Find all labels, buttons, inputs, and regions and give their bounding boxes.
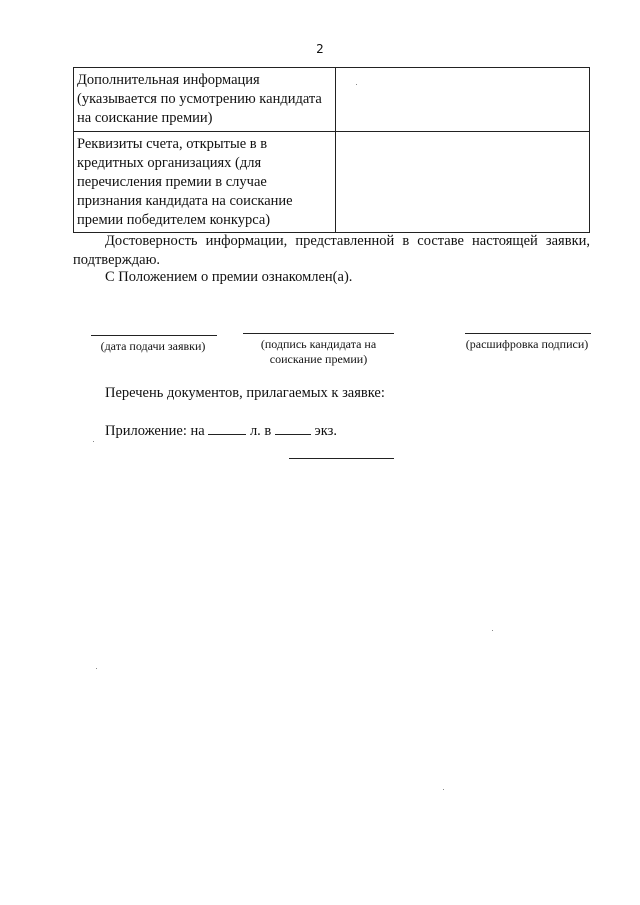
- bank-details-label: [74, 132, 336, 233]
- appendix-suffix: экз.: [314, 423, 337, 439]
- appendix-middle: л. в: [249, 423, 272, 439]
- appendix-prefix: Приложение: на: [105, 423, 205, 439]
- additional-info-label-line: Дополнительная информация: [77, 72, 260, 88]
- regulation-acknowledgement: С Положением о премии ознакомлен(а).: [105, 269, 353, 285]
- decoding-caption: (расшифровка подписи): [465, 337, 589, 351]
- table-row-additional-info: [74, 68, 590, 132]
- bank-details-label-line: признания кандидата на соискание: [77, 193, 293, 209]
- documents-list-heading: Перечень документов, прилагаемых к заявке:: [105, 385, 385, 401]
- scan-speck: [492, 630, 493, 631]
- scan-speck: [443, 789, 444, 790]
- signature-line: [243, 333, 394, 334]
- info-table: [73, 67, 590, 233]
- signature-caption-line: соискание премии): [269, 352, 368, 366]
- additional-info-label: [74, 68, 336, 132]
- table-row-bank-details: [74, 132, 590, 233]
- bank-details-label-line: кредитных организациях (для: [77, 155, 262, 171]
- bank-details-value: [336, 132, 590, 233]
- page-number: 2: [316, 42, 324, 56]
- date-line: [91, 335, 217, 336]
- signature-caption-line: (подпись кандидата на: [260, 337, 377, 351]
- bank-details-label-line: Реквизиты счета, открытые в в: [77, 136, 268, 152]
- reliability-statement: Достоверность информации, представленной в составе настоящей заявки, подтверждаю.: [73, 233, 590, 268]
- additional-info-label-line: (указывается по усмотрению кандидата: [77, 91, 322, 107]
- sheets-count-blank: [208, 421, 246, 435]
- signature-caption: [236, 337, 401, 367]
- scan-speck: [93, 441, 94, 442]
- decoding-line: [465, 333, 591, 334]
- bank-details-label-line: перечисления премии в случае: [77, 174, 267, 190]
- scan-speck: [356, 84, 357, 85]
- additional-info-label-line: на соискание премии): [77, 110, 213, 126]
- bank-details-label-line: премии победителем конкурса): [77, 212, 271, 228]
- scan-speck: [96, 668, 97, 669]
- date-caption: (дата подачи заявки): [100, 339, 206, 353]
- appendix-line: [105, 421, 337, 441]
- closing-line: [289, 458, 394, 459]
- additional-info-value: [336, 68, 590, 132]
- copies-count-blank: [275, 421, 311, 435]
